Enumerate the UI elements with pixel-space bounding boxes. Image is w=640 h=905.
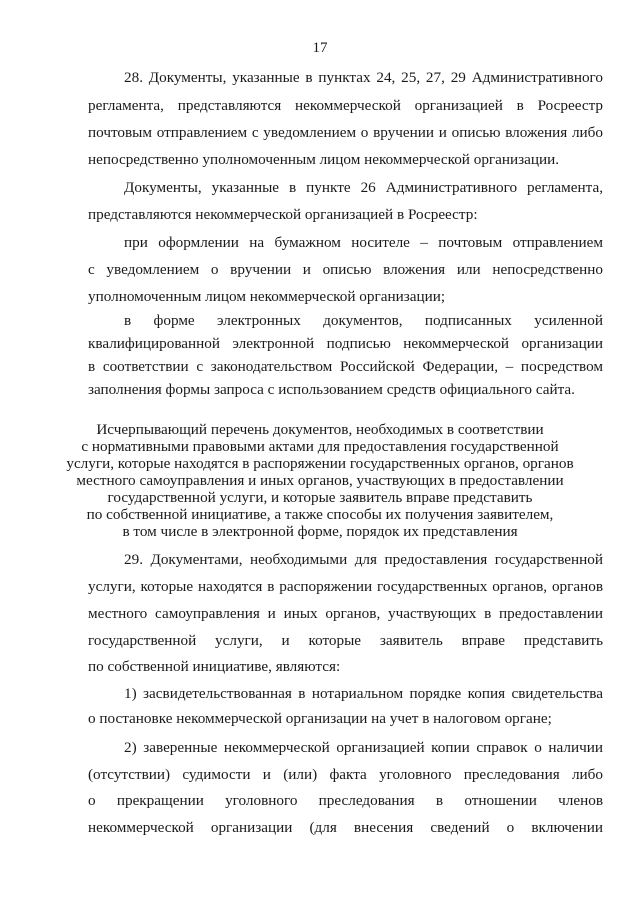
text-line: некоммерческой организации (для внесения сведений о включении [88, 819, 603, 836]
text-line: (отсутствии) судимости и (или) факта уголовного преследования либо [88, 766, 603, 783]
text-line: квалифицированной электронной подписью некоммерческой организации [88, 335, 603, 352]
text-line: непосредственно уполномоченным лицом некоммерческой организации. [88, 151, 560, 168]
text-line: заполнения формы запроса с использованием средств официального сайта. [88, 381, 575, 398]
section-heading-line: местного самоуправления и иных органов, участвующих в предоставлении [76, 472, 564, 489]
text-line: 1) засвидетельствованная в нотариальном порядке копия свидетельства [124, 685, 603, 702]
text-line: по собственной инициативе, являются: [88, 658, 341, 675]
page-number: 17 [312, 40, 328, 56]
section-heading-line: Исчерпывающий перечень документов, необходимых в соответствии [96, 421, 544, 438]
section-heading-line: с нормативными правовыми актами для предоставления государственной [81, 438, 559, 455]
section-heading-line: по собственной инициативе, а также способы их получения заявителем, [86, 506, 554, 523]
section-heading-line: государственной услуги, и которые заявитель вправе представить [107, 489, 533, 506]
text-line: о постановке некоммерческой организации на учет в налоговом органе; [88, 710, 552, 727]
text-line: представляются некоммерческой организацией в Росреестр: [88, 206, 478, 223]
section-heading-line: услуги, которые находятся в распоряжении государственных органов, органов [66, 455, 574, 472]
text-line: 2) заверенные некоммерческой организацией копии справок о наличии [124, 739, 603, 756]
text-line: государственной услуги, и которые заявитель вправе представить [88, 632, 603, 649]
text-line: в соответствии с законодательством Российской Федерации, – посредством [88, 358, 603, 375]
text-line: 29. Документами, необходимыми для предоставления государственной [124, 551, 603, 568]
text-line: в форме электронных документов, подписанных усиленной [124, 312, 603, 329]
text-line: регламента, представляются некоммерческой организацией в Росреестр [88, 97, 603, 114]
text-line: почтовым отправлением с уведомлением о вручении и описью вложения либо [88, 124, 603, 141]
text-line: уполномоченным лицом некоммерческой организации; [88, 288, 446, 305]
text-line: Документы, указанные в пункте 26 Административного регламента, [124, 179, 603, 196]
text-line: местного самоуправления и иных органов, участвующих в предоставлении [88, 605, 603, 622]
section-heading-line: в том числе в электронной форме, порядок их представления [122, 523, 518, 540]
text-line: услуги, которые находятся в распоряжении государственных органов, органов [88, 578, 603, 595]
text-line: с уведомлением о вручении и описью вложения или непосредственно [88, 261, 603, 278]
text-line: о прекращении уголовного преследования в отношении членов [88, 792, 603, 809]
text-line: 28. Документы, указанные в пунктах 24, 25, 27, 29 Административного [124, 69, 603, 86]
text-line: при оформлении на бумажном носителе – почтовым отправлением [124, 234, 603, 251]
